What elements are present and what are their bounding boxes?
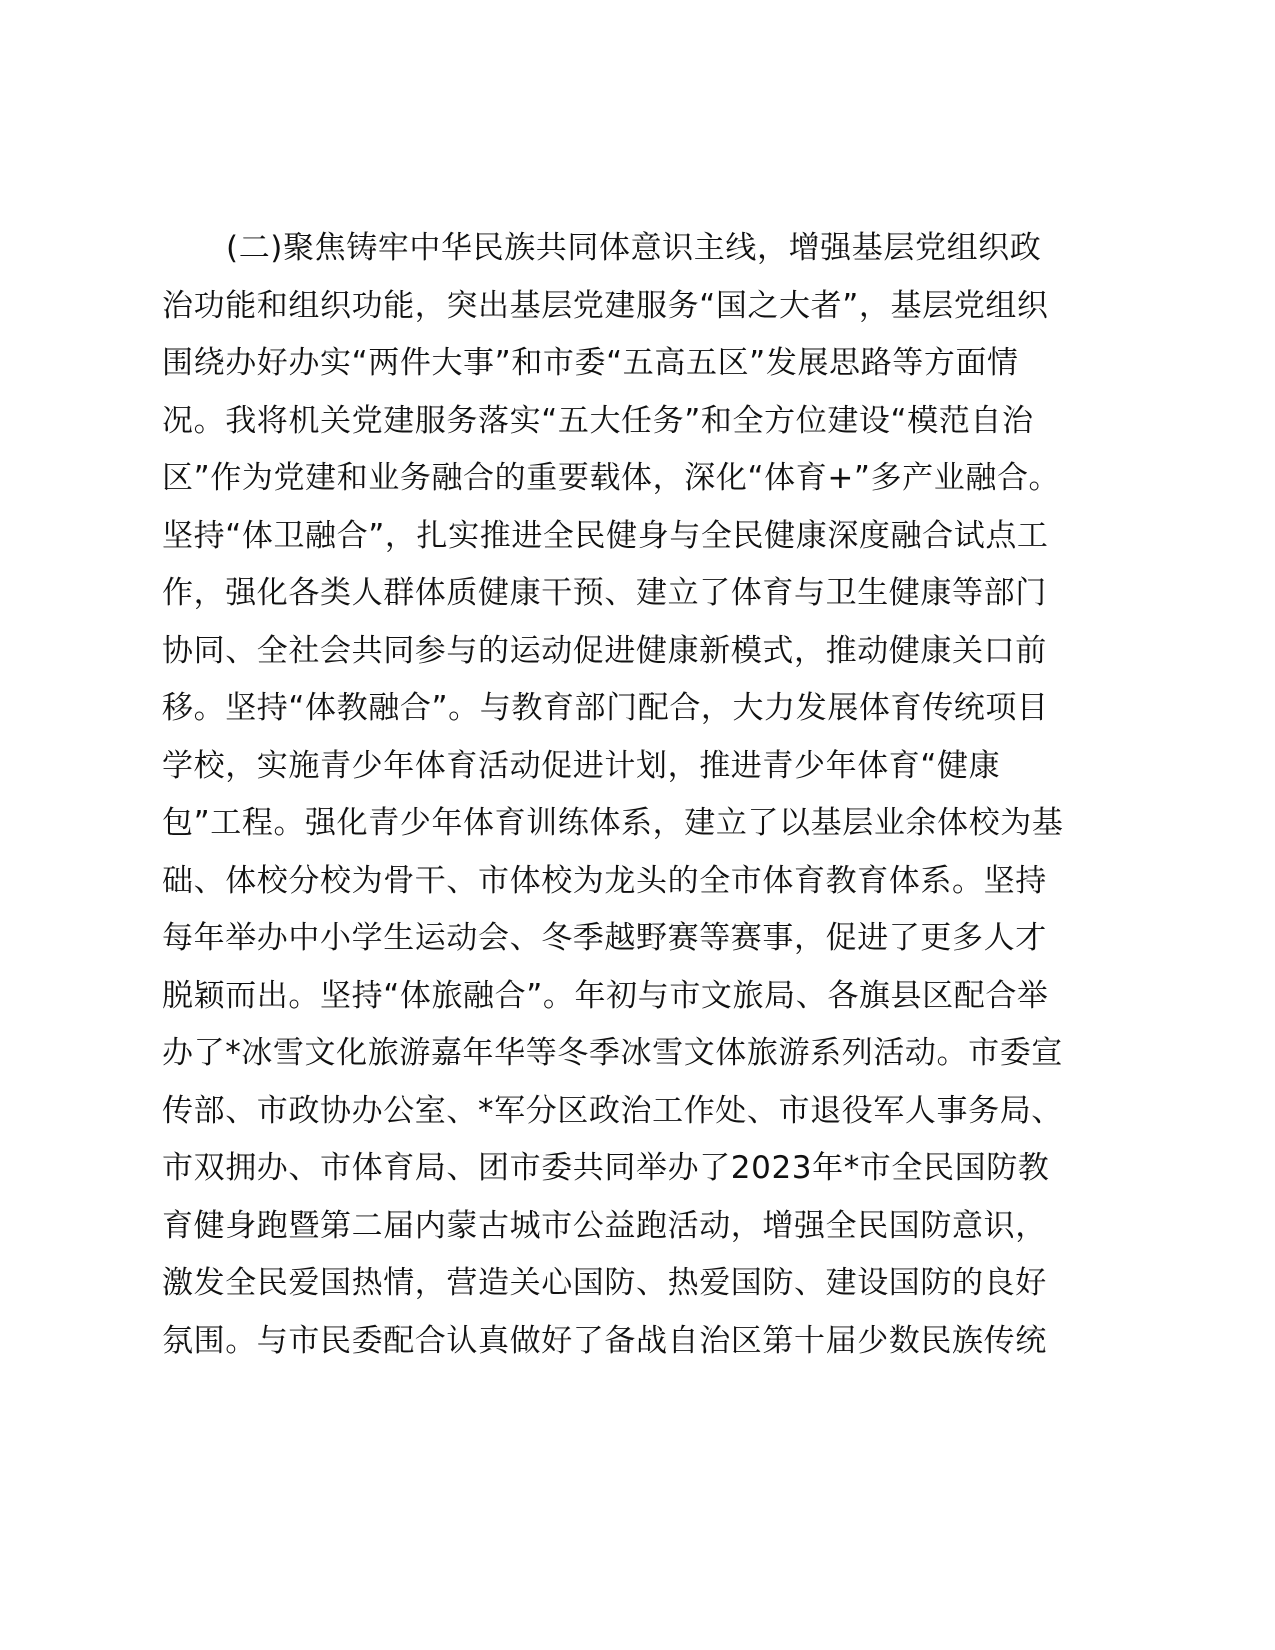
paragraph-line: 围绕办好办实“两件大事”和市委“五高五区”发展思路等方面情	[162, 345, 1019, 381]
paragraph-line: 础、体校分校为骨干、市体校为龙头的全市体育教育体系。坚持	[162, 862, 1047, 899]
paragraph-line: (二)聚焦铸牢中华民族共同体意识主线，增强基层党组织政	[226, 230, 1042, 266]
paragraph-line: 移。坚持“体教融合”。与教育部门配合，大力发展体育传统项目	[162, 690, 1049, 726]
paragraph-line: 育健身跑暨第二届内蒙古城市公益跑活动，增强全民国防意识，	[162, 1207, 1047, 1244]
paragraph-line: 学校，实施青少年体育活动促进计划，推进青少年体育“健康	[162, 747, 1001, 784]
paragraph-line: 每年举办中小学生运动会、冬季越野赛等赛事，促进了更多人才	[162, 920, 1047, 956]
paragraph-line: 市双拥办、市体育局、团市委共同举办了2023年*市全民国防教	[162, 1150, 1050, 1186]
paragraph-line: 传部、市政协办公室、*军分区政治工作处、市退役军人事务局、	[162, 1092, 1063, 1129]
paragraph-line: 包”工程。强化青少年体育训练体系，建立了以基层业余体校为基	[162, 805, 1064, 841]
paragraph-line: 办了*冰雪文化旅游嘉年华等冬季冰雪文体旅游系列活动。市委宣	[162, 1035, 1063, 1071]
body-paragraph	[162, 220, 1122, 1370]
paragraph-line: 协同、全社会共同参与的运动促进健康新模式，推动健康关口前	[162, 632, 1047, 669]
paragraph-line: 况。我将机关党建服务落实“五大任务”和全方位建设“模范自治	[162, 402, 1034, 439]
paragraph-line: 坚持“体卫融合”，扎实推进全民健身与全民健康深度融合试点工	[162, 517, 1049, 554]
paragraph-line: 激发全民爱国热情，营造关心国防、热爱国防、建设国防的良好	[162, 1265, 1047, 1301]
paragraph-line: 治功能和组织功能，突出基层党建服务“国之大者”，基层党组织	[162, 287, 1049, 324]
paragraph-line: 作，强化各类人群体质健康干预、建立了体育与卫生健康等部门	[162, 575, 1047, 611]
paragraph-line: 区”作为党建和业务融合的重要载体，深化“体育+”多产业融合。	[162, 460, 1061, 496]
paragraph-line: 氛围。与市民委配合认真做好了备战自治区第十届少数民族传统	[162, 1322, 1047, 1359]
paragraph-line: 脱颖而出。坚持“体旅融合”。年初与市文旅局、各旗县区配合举	[162, 977, 1049, 1014]
